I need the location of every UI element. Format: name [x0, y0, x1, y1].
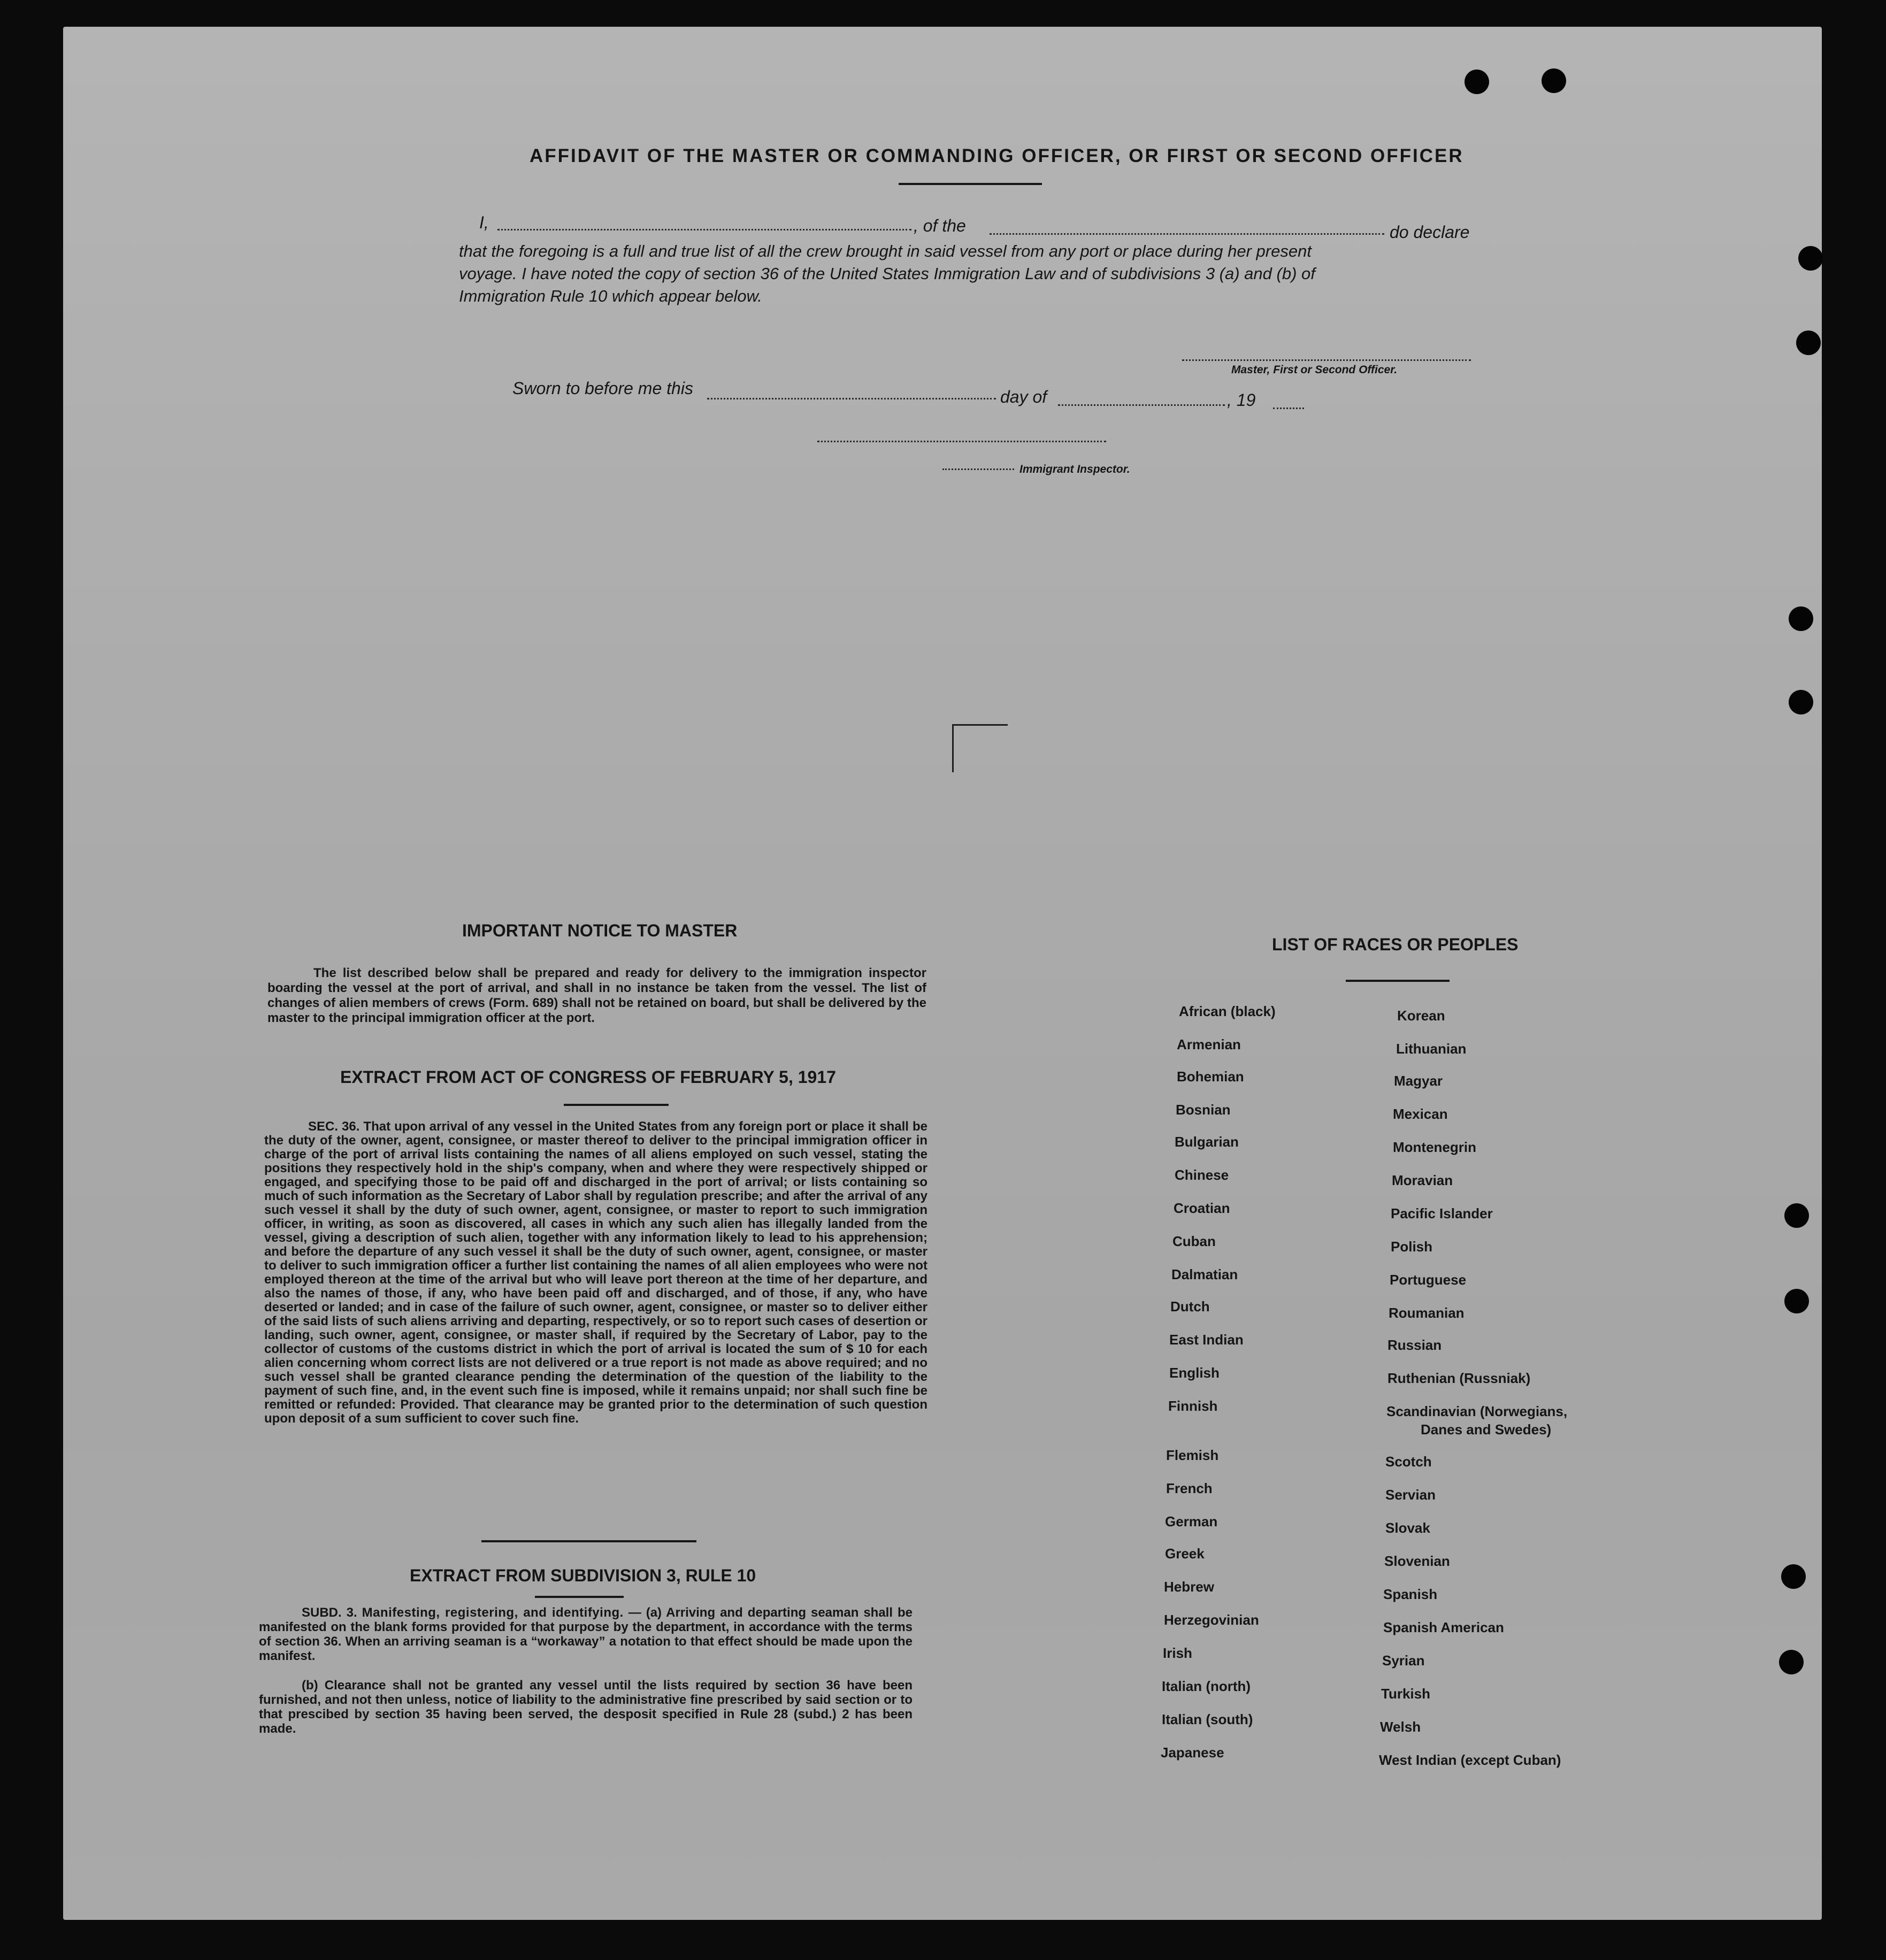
race-item: Slovenian: [1384, 1553, 1450, 1569]
race-item: Roumanian: [1389, 1305, 1465, 1321]
race-item: Italian (south): [1162, 1711, 1253, 1727]
punch-hole: [1789, 606, 1813, 631]
stray-mark: [952, 724, 1008, 726]
race-item: Lithuanian: [1396, 1041, 1467, 1057]
race-item: Finnish: [1168, 1398, 1218, 1414]
race-item: Dalmatian: [1171, 1266, 1238, 1282]
punch-hole: [1784, 1289, 1809, 1313]
race-item: Pacific Islander: [1391, 1205, 1493, 1221]
rule-extract-title: EXTRACT FROM SUBDIVISION 3, RULE 10: [410, 1566, 756, 1585]
race-item: French: [1166, 1480, 1213, 1496]
act-extract-title: EXTRACT FROM ACT OF CONGRESS OF FEBRUARY 5, 1917: [340, 1067, 836, 1087]
race-item: Slovak: [1385, 1520, 1430, 1536]
race-item: Welsh: [1380, 1719, 1421, 1735]
race-item: African (black): [1179, 1003, 1276, 1019]
race-item: Scandinavian (Norwegians,: [1386, 1403, 1568, 1419]
act-title-underline: [564, 1104, 669, 1106]
affidavit-of-the: , of the: [914, 216, 966, 235]
race-item: Moravian: [1392, 1172, 1453, 1188]
race-item: Syrian: [1382, 1652, 1425, 1669]
race-item: Spanish American: [1383, 1619, 1504, 1635]
race-item: Armenian: [1177, 1036, 1241, 1052]
race-item: Montenegrin: [1393, 1139, 1476, 1155]
punch-hole: [1798, 246, 1823, 271]
race-item: Irish: [1163, 1645, 1192, 1661]
section-divider: [481, 1540, 696, 1542]
race-item: Chinese: [1175, 1167, 1229, 1183]
races-title-underline: [1346, 980, 1450, 982]
punch-hole: [1784, 1203, 1809, 1228]
inspector-signature-field[interactable]: [817, 441, 1106, 442]
stray-mark: [952, 724, 954, 772]
race-item: Portuguese: [1390, 1272, 1467, 1288]
inspector-label: Immigrant Inspector.: [1019, 463, 1130, 475]
race-item: Croatian: [1174, 1200, 1230, 1216]
subdivision-a: [259, 1605, 913, 1663]
race-item: Ruthenian (Russniak): [1387, 1370, 1531, 1386]
race-item: Polish: [1391, 1239, 1433, 1255]
signature-label: Master, First or Second Officer.: [1231, 364, 1398, 376]
sworn-month-field[interactable]: [1058, 404, 1225, 406]
race-item: Mexican: [1393, 1106, 1448, 1122]
race-item: Italian (north): [1162, 1678, 1251, 1694]
subdivision-b: (b) Clearance shall not be granted any vessel until the lists required by section 36 have been furnished, and not then unless, notice of liability to the administrative fine prescribed by said section or to that prescibed by section 35 having been served, the desposit specified in Rule 28 (subd.) 2 has been made.: [259, 1678, 913, 1736]
vessel-name-field[interactable]: [990, 233, 1384, 235]
punch-hole: [1465, 70, 1489, 94]
punch-hole: [1781, 1564, 1806, 1589]
race-item: Korean: [1397, 1008, 1445, 1024]
sworn-label: Sworn to before me this: [512, 379, 693, 398]
day-of-label: day of: [1000, 387, 1047, 406]
affidavit-line-3: voyage. I have noted the copy of section 36 of the United States Immigration Law and of subdivisions 3 (a) and (b) of: [459, 264, 1315, 283]
punch-hole: [1789, 690, 1813, 714]
affidavit-do-declare: do declare: [1390, 222, 1470, 242]
race-item: German: [1165, 1513, 1218, 1529]
race-item: East Indian: [1169, 1332, 1244, 1348]
race-item: Russian: [1387, 1337, 1442, 1353]
race-item: Hebrew: [1164, 1579, 1214, 1595]
race-item: Scotch: [1385, 1454, 1432, 1470]
affidavit-line-2: that the foregoing is a full and true list of all the crew brought in said vessel from any port or place during her present: [459, 242, 1312, 260]
rule-title-underline: [535, 1596, 624, 1598]
year-label: , 19: [1227, 390, 1256, 410]
punch-hole: [1542, 68, 1566, 93]
race-item: Turkish: [1381, 1686, 1430, 1702]
race-item: Bulgarian: [1175, 1134, 1239, 1150]
subd-a-text: — (a) Arriving and departing seaman shall be manifested on the blank forms provided for that purpose by the department, in accordance with the terms of section 36. When an arriving seaman is a “workaway” a notation to that effect should be made upon the manifest.: [259, 1605, 913, 1663]
race-item: Cuban: [1172, 1233, 1216, 1249]
race-item: West Indian (except Cuban): [1379, 1752, 1561, 1768]
race-item: Spanish: [1383, 1586, 1438, 1602]
punch-hole: [1779, 1650, 1804, 1674]
race-item: Flemish: [1166, 1447, 1219, 1463]
affidavit-title: AFFIDAVIT OF THE MASTER OR COMMANDING OFFICER, OR FIRST OR SECOND OFFICER: [530, 145, 1464, 166]
punch-hole: [1796, 330, 1821, 355]
race-item: Danes and Swedes): [1421, 1421, 1552, 1438]
officer-name-field[interactable]: [497, 229, 911, 230]
race-item: Dutch: [1170, 1298, 1210, 1315]
title-underline: [899, 183, 1042, 185]
act-extract-body: SEC. 36. That upon arrival of any vessel in the United States from any foreign port or place it shall be the duty of the owner, agent, consignee, or master thereof to deliver to the principal immigration officer in charge of the port of arrival lists containing the names of all aliens employed on such vessel, stating the positions they respectively hold in the ship's company, when and where they were respectively shipped or engaged, and specifying those to be paid off and discharged in the port of arrival; or lists containing so much of such information as the Secretary of Labor shall by regulation prescribe; and after the arrival of any such vessel it shall by the duty of such owner, agent, consignee, or master to report to such immigration officer, in writing, as soon as discovered, all cases in which any such alien has illegally landed from the vessel, giving a description of such alien, together with any information likely to lead to his apprehension; and before the departure of any such vessel it shall be the duty of such owner, agent, consignee, or master to deliver to such immigration officer a further list containing the names of all alien employees who were not employed thereon at the time of the arrival but who will leave port thereon at the time of her departure, and also the names of those, if any, who have been paid off and discharged, and of those, if any, who have deserted or landed; and in case of the failure of such owner, agent, consignee, or master so to deliver either of the said lists of such aliens arriving and departing, respectively, or so to report such cases of desertion or landing, such owner, agent, consignee, or master shall, if required by the Secretary of Labor, pay to the collector of customs of the customs district in which the port of arrival is located the sum of $ 10 for each alien concerning whom correct lists are not delivered or a true report is not made as above required; and no such vessel shall be granted clearance pending the determination of the question of the liability to the payment of such fine, and, in the event such fine is imposed, while it remains unpaid; nor shall such fine be remitted or refunded: Provided. That clearance may be granted prior to the determination of such question upon deposit of a sum sufficient to cover such fine.: [264, 1119, 927, 1426]
race-item: Greek: [1165, 1546, 1205, 1562]
race-item: Bosnian: [1176, 1102, 1231, 1118]
races-title: LIST OF RACES OR PEOPLES: [1272, 935, 1519, 954]
affidavit-line-4: Immigration Rule 10 which appear below.: [459, 287, 762, 305]
race-item: Japanese: [1161, 1744, 1224, 1761]
race-item: Bohemian: [1177, 1069, 1244, 1085]
notice-body: The list described below shall be prepared and ready for delivery to the immigration inspector boarding the vessel at the port of arrival, and shall in no instance be taken from the vessel. The list of changes of alien members of crews (Form. 689) shall not be retained on board, but shall be delivered by the master to the principal immigration officer at the port.: [267, 966, 926, 1025]
race-item: English: [1169, 1365, 1220, 1381]
sworn-year-field[interactable]: [1273, 408, 1304, 409]
subd-lead: SUBD. 3.: [302, 1605, 357, 1620]
race-item: Magyar: [1394, 1073, 1443, 1089]
race-item: Herzegovinian: [1164, 1612, 1259, 1628]
inspector-name-field[interactable]: [942, 468, 1014, 470]
race-item: Servian: [1385, 1487, 1436, 1503]
subd-heading: Manifesting, registering, and identifying.: [362, 1605, 624, 1620]
affidavit-i: I,: [479, 213, 489, 232]
officer-signature-field[interactable]: [1182, 359, 1471, 361]
notice-title: IMPORTANT NOTICE TO MASTER: [462, 921, 738, 940]
sworn-day-field[interactable]: [707, 398, 996, 399]
